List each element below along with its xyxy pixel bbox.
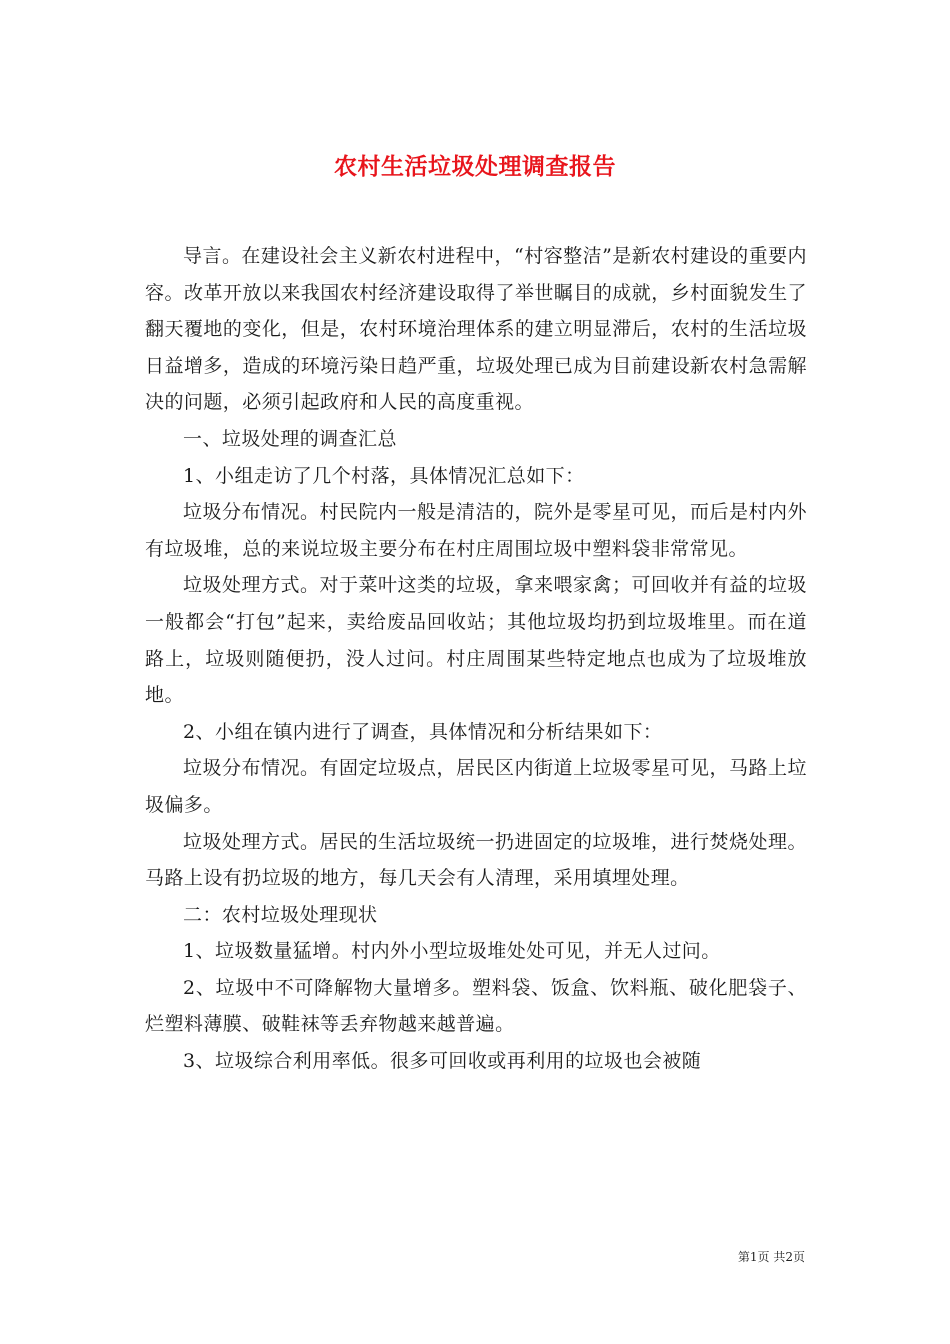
page-prefix: 第	[737, 1250, 750, 1264]
page-suffix: 页	[792, 1250, 805, 1264]
page-title: 农村生活垃圾处理调查报告	[334, 153, 616, 181]
list-item: 1、垃圾数量猛增。村内外小型垃圾堆处处可见，并无人过问。	[183, 940, 721, 963]
paragraph-town-disposal: 垃圾处理方式。居民的生活垃圾统一扔进固定的垃圾堆，进行焚烧处理。马路上设有扔垃圾的地方，每几天会有人清理，采用填埋处理。	[145, 830, 807, 890]
paragraph-town-distribution: 垃圾分布情况。有固定垃圾点，居民区内街道上垃圾零星可见，马路上垃圾偏多。	[145, 757, 807, 816]
section-heading-2: 二：农村垃圾处理现状	[183, 903, 378, 926]
subsection-heading-2: 2、小组在镇内进行了调查，具体情况和分析结果如下：	[183, 720, 663, 743]
paragraph-village-distribution: 垃圾分布情况。村民院内一般是清洁的，院外是零星可见，而后是村内外有垃圾堆，总的来说垃圾主要分布在村庄周围垃圾中塑料袋非常常见。	[145, 501, 807, 560]
list-item: 3、垃圾综合利用率低。很多可回收或再利用的垃圾也会被随	[183, 1050, 702, 1073]
page-middle: 页 共	[757, 1250, 786, 1264]
paragraph-village-disposal: 垃圾处理方式。对于菜叶这类的垃圾，拿来喂家禽；可回收并有益的垃圾一般都会“打包”起来，卖给废品回收站；其他垃圾均扔到垃圾堆里。而在道路上，垃圾则随便扔，没人过问。村庄周围某些特定地点也成为了垃圾堆放地。	[145, 574, 807, 707]
paragraph-intro: 导言。在建设社会主义新农村进程中，“村容整洁”是新农村建设的重要内容。改革开放以来我国农村经济建设取得了举世瞩目的成就，乡村面貌发生了翻天覆地的变化，但是，农村环境治理体系的建立明显滞后，农村的生活垃圾日益增多，造成的环境污染日趋严重，垃圾处理已成为目前建设新农村急需解决的问题，必须引起政府和人民的高度重视。	[145, 245, 807, 414]
subsection-heading-1: 1、小组走访了几个村落，具体情况汇总如下：	[183, 464, 585, 487]
page-number	[738, 1248, 805, 1265]
current-page: 1	[749, 1250, 758, 1264]
document-body	[145, 238, 807, 1080]
section-heading-1: 一、垃圾处理的调查汇总	[183, 427, 397, 450]
list-item: 2、垃圾中不可降解物大量增多。塑料袋、饭盒、饮料瓶、破化肥袋子、烂塑料薄膜、破鞋袜等丢弃物越来越普遍。	[145, 976, 807, 1036]
total-pages: 2	[785, 1250, 793, 1264]
